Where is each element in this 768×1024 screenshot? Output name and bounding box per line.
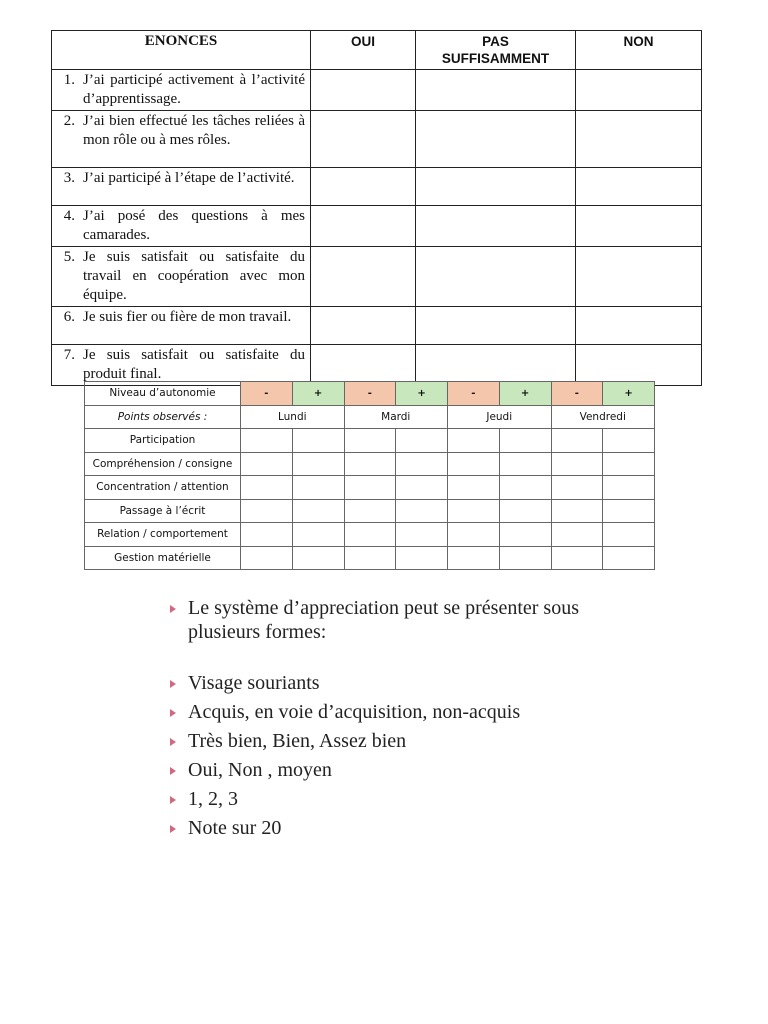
list-item-text: 1, 2, 3 [188, 788, 238, 810]
criterion-row [85, 476, 655, 500]
observation-cell[interactable] [448, 546, 500, 570]
observation-cell[interactable] [551, 429, 603, 453]
answer-oui-cell[interactable] [311, 206, 416, 247]
statement-text: Je suis satisfait ou satisfaite du produit final. [83, 347, 305, 382]
observation-cell[interactable] [241, 476, 293, 500]
observation-cell[interactable] [344, 523, 396, 547]
statement-row [52, 307, 702, 345]
observation-cell[interactable] [448, 452, 500, 476]
bullet-arrow-icon [170, 825, 176, 833]
statement-text: Je suis fier ou fière de mon travail. [83, 309, 292, 325]
observation-cell[interactable] [551, 546, 603, 570]
observation-cell[interactable] [499, 523, 551, 547]
observation-cell[interactable] [344, 546, 396, 570]
statement-row [52, 345, 702, 386]
statement-text: J’ai participé activement à l’activité d’apprentissage. [83, 72, 305, 107]
observation-cell[interactable] [448, 476, 500, 500]
observation-cell[interactable] [551, 499, 603, 523]
intro-text: Le système d’appreciation peut se présenter sous plusieurs formes: [188, 597, 579, 643]
statement-text: J’ai bien effectué les tâches reliées à mon rôle ou à mes rôles. [83, 113, 305, 148]
answer-oui-cell[interactable] [311, 345, 416, 386]
criterion-row [85, 499, 655, 523]
observation-cell[interactable] [448, 499, 500, 523]
statement-cell [52, 111, 311, 168]
answer-non-cell[interactable] [576, 111, 702, 168]
list-item-text: Très bien, Bien, Assez bien [188, 730, 407, 752]
observation-cell[interactable] [603, 429, 655, 453]
bullet-arrow-icon [170, 767, 176, 775]
observation-cell[interactable] [396, 523, 448, 547]
criterion-label: Relation / comportement [85, 523, 241, 547]
observation-cell[interactable] [603, 452, 655, 476]
statement-text: Je suis satisfait ou satisfaite du travail en coopération avec mon équipe. [83, 249, 305, 303]
answer-non-cell[interactable] [576, 206, 702, 247]
bullet-arrow-icon [170, 738, 176, 746]
statement-row [52, 247, 702, 307]
level-minus-cell: - [448, 382, 500, 406]
answer-oui-cell[interactable] [311, 70, 416, 111]
criterion-label: Gestion matérielle [85, 546, 241, 570]
observation-cell[interactable] [448, 523, 500, 547]
observation-cell[interactable] [396, 476, 448, 500]
observation-cell[interactable] [551, 523, 603, 547]
statement-cell [52, 206, 311, 247]
statement-row [52, 111, 702, 168]
observation-cell[interactable] [292, 499, 344, 523]
level-plus-cell: + [292, 382, 344, 406]
answer-non-cell[interactable] [576, 247, 702, 307]
observation-cell[interactable] [396, 546, 448, 570]
observation-cell[interactable] [603, 476, 655, 500]
observation-cell[interactable] [499, 476, 551, 500]
answer-oui-cell[interactable] [311, 168, 416, 206]
answer-pas-suffisamment-cell[interactable] [416, 206, 576, 247]
observation-cell[interactable] [603, 546, 655, 570]
bullet-arrow-icon [170, 709, 176, 717]
answer-oui-cell[interactable] [311, 307, 416, 345]
day-header: Mardi [344, 405, 448, 429]
answer-oui-cell[interactable] [311, 111, 416, 168]
self-evaluation-table [51, 30, 702, 386]
list-intro [168, 596, 648, 644]
answer-non-cell[interactable] [576, 307, 702, 345]
statement-cell [52, 168, 311, 206]
observation-cell[interactable] [344, 499, 396, 523]
observation-cell[interactable] [499, 429, 551, 453]
header-pas-suffisamment-label: PAS SUFFISAMMENT [441, 34, 550, 66]
answer-pas-suffisamment-cell[interactable] [416, 307, 576, 345]
level-plus-cell: + [396, 382, 448, 406]
answer-pas-suffisamment-cell[interactable] [416, 247, 576, 307]
answer-pas-suffisamment-cell[interactable] [416, 168, 576, 206]
header-pas-suffisamment [416, 31, 576, 70]
list-item [168, 758, 648, 782]
list-item-text: Oui, Non , moyen [188, 759, 332, 781]
criterion-row [85, 523, 655, 547]
list-item-text: Note sur 20 [188, 817, 282, 839]
statement-text: J’ai participé à l’étape de l’activité. [83, 170, 295, 186]
points-label: Points observés : [85, 405, 241, 429]
observation-cell[interactable] [292, 476, 344, 500]
list-item-text: Acquis, en voie d’acquisition, non-acquis [188, 701, 521, 723]
statement-number: 1. [63, 72, 75, 88]
list-item [168, 816, 648, 840]
answer-non-cell[interactable] [576, 168, 702, 206]
statement-number: 6. [63, 309, 75, 325]
list-item [168, 787, 648, 811]
observation-cell[interactable] [292, 429, 344, 453]
level-plus-cell: + [603, 382, 655, 406]
header-row [52, 31, 702, 70]
level-label: Niveau d’autonomie [85, 382, 241, 406]
observation-cell[interactable] [603, 499, 655, 523]
observation-cell[interactable] [292, 452, 344, 476]
level-minus-cell: - [344, 382, 396, 406]
statement-cell [52, 307, 311, 345]
level-minus-cell: - [241, 382, 293, 406]
header-enonces: ENONCES [52, 31, 311, 70]
day-header: Lundi [241, 405, 345, 429]
list-item [168, 700, 648, 724]
statement-row [52, 206, 702, 247]
answer-pas-suffisamment-cell[interactable] [416, 345, 576, 386]
observation-cell[interactable] [292, 523, 344, 547]
observation-cell[interactable] [396, 499, 448, 523]
statement-cell [52, 345, 311, 386]
header-oui: OUI [311, 31, 416, 70]
criterion-row [85, 546, 655, 570]
observation-cell[interactable] [241, 429, 293, 453]
observation-cell[interactable] [241, 452, 293, 476]
criterion-label: Concentration / attention [85, 476, 241, 500]
answer-non-cell[interactable] [576, 70, 702, 111]
statement-number: 7. [63, 347, 75, 363]
statement-cell [52, 70, 311, 111]
autonomy-table [84, 381, 655, 570]
observation-cell[interactable] [241, 523, 293, 547]
answer-pas-suffisamment-cell[interactable] [416, 111, 576, 168]
list-item-text: Visage souriants [188, 672, 320, 694]
observation-cell[interactable] [499, 499, 551, 523]
criterion-row [85, 429, 655, 453]
answer-pas-suffisamment-cell[interactable] [416, 70, 576, 111]
day-header: Vendredi [551, 405, 655, 429]
observation-cell[interactable] [551, 452, 603, 476]
observation-cell[interactable] [344, 476, 396, 500]
appreciation-list [168, 596, 648, 845]
statement-number: 3. [63, 170, 75, 186]
days-row [85, 405, 655, 429]
observation-cell[interactable] [396, 452, 448, 476]
statement-number: 2. [63, 113, 75, 129]
observation-cell[interactable] [603, 523, 655, 547]
observation-cell[interactable] [551, 476, 603, 500]
criterion-label: Passage à l’écrit [85, 499, 241, 523]
list-item [168, 671, 648, 695]
answer-oui-cell[interactable] [311, 247, 416, 307]
statement-row [52, 70, 702, 111]
level-minus-cell: - [551, 382, 603, 406]
statement-number: 5. [63, 249, 75, 265]
observation-cell[interactable] [396, 429, 448, 453]
statement-text: J’ai posé des questions à mes camarades. [83, 208, 305, 243]
level-plus-cell: + [499, 382, 551, 406]
criterion-label: Compréhension / consigne [85, 452, 241, 476]
observation-cell[interactable] [499, 546, 551, 570]
autonomy-level-row [85, 382, 655, 406]
observation-cell[interactable] [448, 429, 500, 453]
observation-cell[interactable] [499, 452, 551, 476]
observation-cell[interactable] [344, 452, 396, 476]
statement-number: 4. [63, 208, 75, 224]
criterion-label: Participation [85, 429, 241, 453]
header-non: NON [576, 31, 702, 70]
bullet-arrow-icon [170, 796, 176, 804]
list-item [168, 729, 648, 753]
observation-cell[interactable] [241, 499, 293, 523]
observation-cell[interactable] [241, 546, 293, 570]
bullet-arrow-icon [170, 605, 176, 613]
observation-cell[interactable] [344, 429, 396, 453]
statement-cell [52, 247, 311, 307]
bullet-arrow-icon [170, 680, 176, 688]
observation-cell[interactable] [292, 546, 344, 570]
answer-non-cell[interactable] [576, 345, 702, 386]
statement-row [52, 168, 702, 206]
day-header: Jeudi [448, 405, 552, 429]
criterion-row [85, 452, 655, 476]
